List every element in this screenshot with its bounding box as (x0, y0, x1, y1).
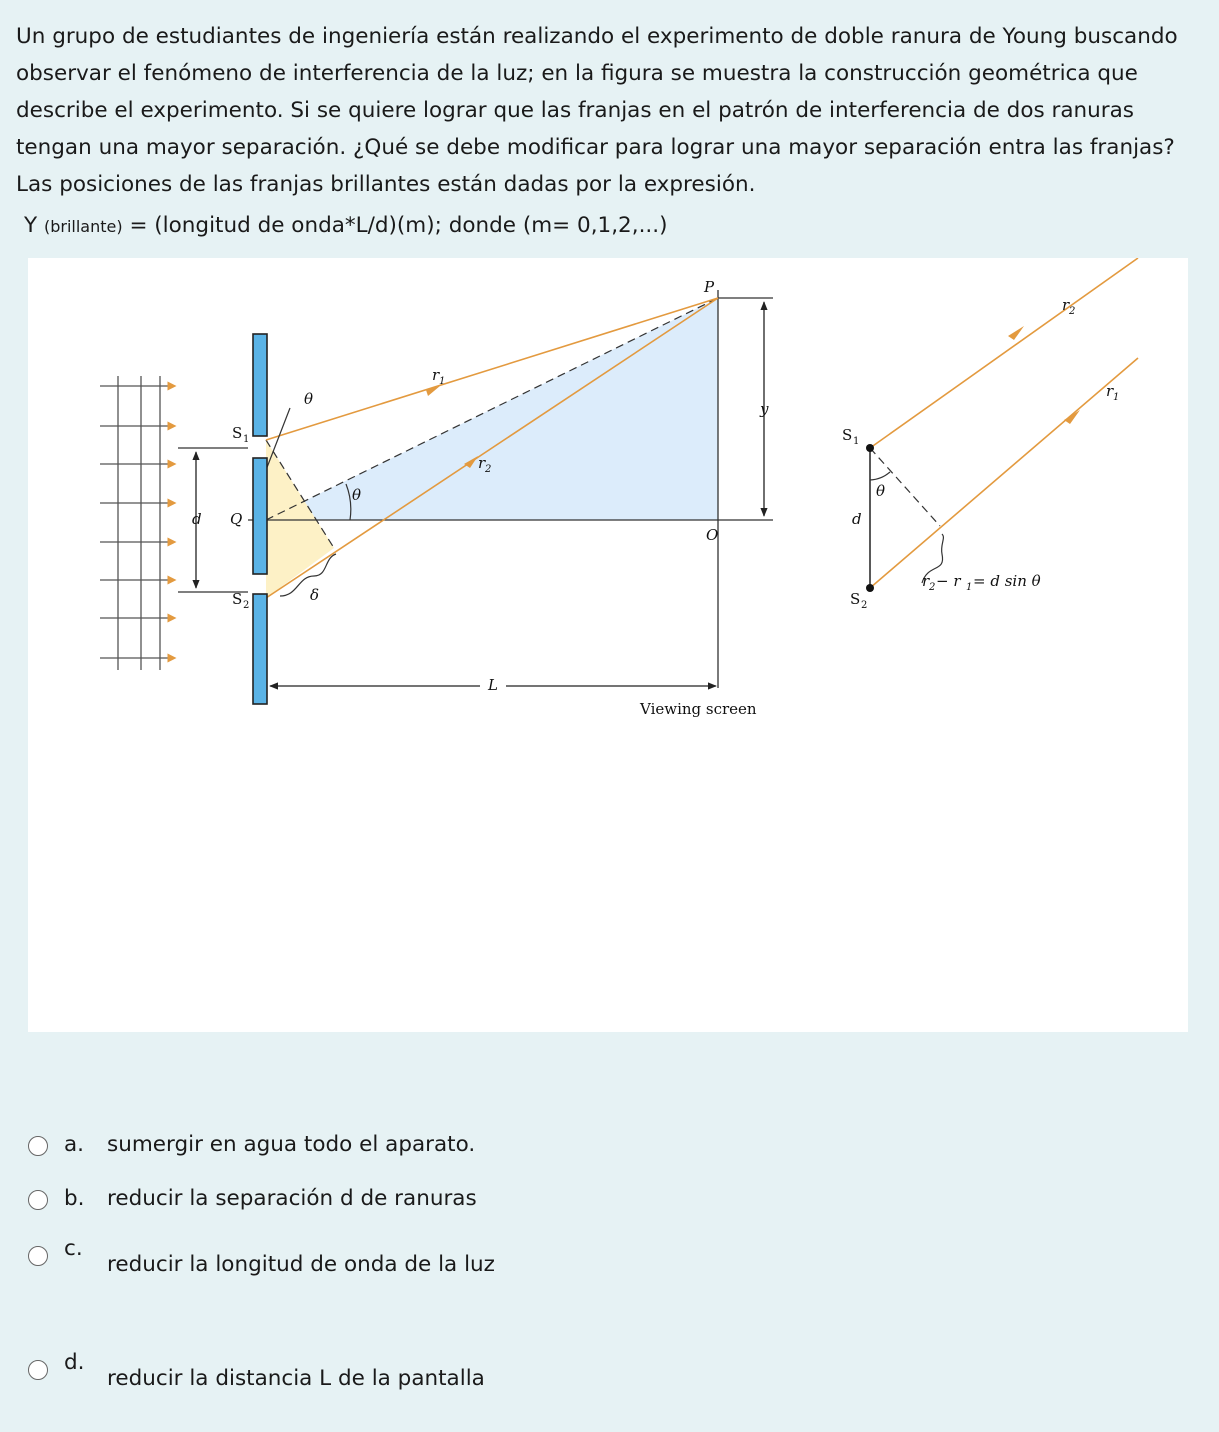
formula-subscript: (brillante) (43, 217, 123, 236)
inset-label-r2-sub: 2 (1069, 306, 1076, 317)
label-s2-sub: 2 (243, 600, 250, 611)
option-d-letter: d. (64, 1350, 85, 1375)
inset-label-d: d (852, 510, 862, 528)
inset-label-s2: S (850, 590, 861, 608)
radio-d[interactable] (28, 1360, 48, 1380)
label-y: y (760, 400, 769, 418)
label-r1-sub: 1 (439, 376, 446, 387)
label-viewing-screen: Viewing screen (640, 700, 757, 718)
incoming-rays (100, 386, 172, 658)
inset-label-s1-sub: 1 (853, 436, 860, 447)
inset-label-diff: r (922, 572, 930, 590)
question-text: Un grupo de estudiantes de ingeniería están realizando el experimento de doble ranura de Young buscando observar el fenómeno de interferencia de la luz; en la figura se muestra la construcción geométrica que describe el experimento. Si se quiere lograr que las franjas en el patrón de interferencia de dos ranuras tengan una mayor separación. ¿Qué se debe modificar para lograr una mayor separación entra las franjas? Las posiciones de las franjas brillantes están dadas por la expresión. (16, 24, 1178, 197)
inset-label-diff-sub1: 1 (966, 582, 973, 593)
inset-label-diff-mid: − r (936, 572, 961, 590)
label-theta-mid: θ (352, 486, 362, 504)
formula-y: Y (24, 213, 38, 238)
option-b-text: reducir la separación d de ranuras (107, 1186, 477, 1211)
label-p: P (704, 278, 715, 296)
inset-label-r1: r (1106, 382, 1114, 400)
radio-a[interactable] (28, 1136, 48, 1156)
label-o: O (706, 526, 719, 544)
inset-label-diff-sub2: 2 (929, 582, 936, 593)
slit-barrier (253, 334, 267, 704)
formula-rest: = (longitud de onda*L/d)(m); donde (m= 0,1,2,...) (122, 213, 668, 238)
inset-figure (866, 258, 1138, 592)
inset-label-theta: θ (876, 482, 886, 500)
double-slit-figure (28, 258, 1188, 1032)
label-delta: δ (310, 586, 320, 604)
incoming-waves (118, 376, 160, 670)
inset-label-diff-end: = d sin θ (973, 572, 1041, 590)
formula (24, 211, 667, 242)
label-d: d (192, 510, 202, 528)
label-q: Q (230, 510, 243, 528)
inset-label-s2-sub: 2 (861, 600, 868, 611)
label-s1-sub: 1 (243, 434, 250, 445)
option-c-text: reducir la longitud de onda de la luz (107, 1252, 495, 1277)
label-theta-top: θ (304, 390, 314, 408)
radio-c[interactable] (28, 1246, 48, 1266)
option-c-letter: c. (64, 1236, 83, 1261)
option-d-text: reducir la distancia L de la pantalla (107, 1366, 485, 1391)
option-b[interactable] (28, 1182, 728, 1222)
inset-label-s1: S (842, 426, 853, 444)
option-d[interactable] (28, 1352, 728, 1392)
inset-label-r1-sub: 1 (1113, 392, 1120, 403)
option-a[interactable] (28, 1128, 728, 1168)
option-a-letter: a. (64, 1132, 85, 1157)
label-l: L (488, 676, 498, 694)
inset-label-r2: r (1062, 296, 1070, 314)
option-c[interactable] (28, 1238, 728, 1278)
label-r1: r (432, 366, 440, 384)
label-s2: S (232, 590, 243, 608)
label-r2: r (478, 454, 486, 472)
option-a-text: sumergir en agua todo el aparato. (107, 1132, 476, 1157)
radio-b[interactable] (28, 1190, 48, 1210)
label-r2-sub: 2 (485, 464, 492, 475)
option-b-letter: b. (64, 1186, 85, 1211)
label-s1: S (232, 424, 243, 442)
figure-svg (28, 258, 1188, 1032)
